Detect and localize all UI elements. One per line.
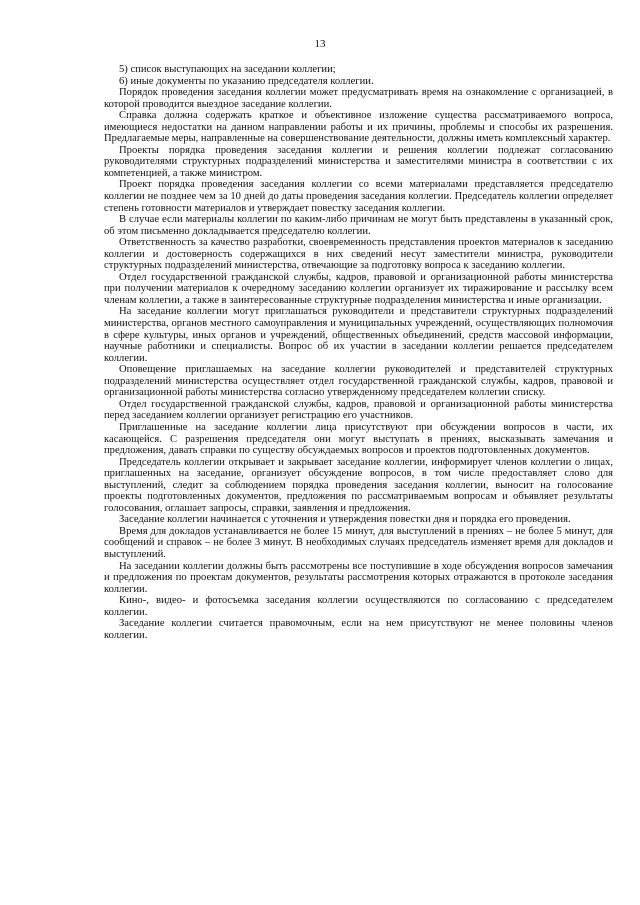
paragraph: Время для докладов устанавливается не более 15 минут, для выступлений в прениях – не более 5 минут, для сообщений и справок – не более 3 минут. В необходимых случаях председатель изменяет время для докладов и выступлений. [104,525,613,560]
paragraph: Председатель коллегии открывает и закрывает заседание коллегии, информирует членов коллегии о лицах, приглашенных на заседание, организует обсуждение вопросов, в том числе предоставляет слово для выступлений, следит за соблюдением порядка проведения заседания коллегии, выносит на голосование проекты подготовленных документов, предложения по рассматриваемым вопросам и объявляет результаты голосования, оглашает запросы, справки, заявления и предложения. [104,456,613,514]
paragraph: Кино-, видео- и фотосъемка заседания коллегии осуществляются по согласованию с председателем коллегии. [104,595,613,618]
paragraph: На заседании коллегии должны быть рассмотрены все поступившие в ходе обсуждения вопросов замечания и предложения по проектам документов, результаты рассмотрения которых отражаются в протоколе заседания коллегии. [104,560,613,595]
paragraph: Заседание коллегии считается правомочным, если на нем присутствуют не менее половины членов коллегии. [104,618,613,641]
page-number: 13 [314,38,326,50]
paragraph: Отдел государственной гражданской службы, кадров, правовой и организационной работы министерства перед заседанием коллегии организует регистрацию его участников. [104,398,613,422]
paragraph: Проект порядка проведения заседания коллегии со всеми материалами представляется председателю коллегии не позднее чем за 10 дней до даты проведения заседания коллегии. Председатель коллегии определяет степень готовности материалов и утверждает повестку заседания коллегии. [104,179,613,214]
paragraph: Оповещение приглашаемых на заседание коллегии руководителей и представителей структурных подразделений министерства осуществляет отдел государственной гражданской службы, кадров, правовой и организационной работы министерства согласно утвержденному председателем коллегии списку. [104,364,613,399]
paragraph: Отдел государственной гражданской службы, кадров, правовой и организационной работы министерства при получении материалов к очередному заседанию коллегии организует их тиражирование и рассылку всем членам коллегии, а также в заинтересованные структурные подразделения министерства и иные организации. [104,271,613,306]
paragraph: Порядок проведения заседания коллегии может предусматривать время на ознакомление с организацией, в которой проводится выездное заседание коллегии. [104,87,613,110]
paragraph: В случае если материалы коллегии по каким-либо причинам не могут быть представлены в указанный срок, об этом письменно докладывается председателю коллегии. [104,214,613,237]
paragraph: На заседание коллегии могут приглашаться руководители и представители структурных подразделений министерства, органов местного самоуправления и муниципальных учреждений, осуществляющих полномочия в сфере культуры, иных органов и учреждений, общественных объединений, средств массовой информации, научные работники и специалисты. Вопрос об их участии в заседании коллегии решается председателем коллегии. [104,306,613,364]
paragraph: Ответственность за качество разработки, своевременность представления проектов материалов к заседанию коллегии и достоверность содержащихся в них сведений несут заместители министра, руководители структурных подразделений министерства, отвечающие за подготовку вопроса к заседанию коллегии. [104,237,613,272]
paragraph: Проекты порядка проведения заседания коллегии и решения коллегии подлежат согласованию руководителями структурных подразделений министерства и заместителями министра в соответствии с их компетенцией, а также министром. [104,144,613,179]
list-item-other-documents: 6) иные документы по указанию председателя коллегии. [119,75,374,87]
paragraph: Приглашенные на заседание коллегии лица присутствуют при обсуждении вопросов в части, их касающейся. С разрешения председателя они могут выступать в прениях, высказывать замечания и предложения, давать справки по существу обсуждаемых вопросов и проектов подготовленных документов. [104,421,613,457]
list-item-speakers: 5) список выступающих на заседании коллегии; [119,64,336,75]
paragraph: Справка должна содержать краткое и объективное изложение существа рассматриваемого вопроса, имеющиеся недостатки на данном направлении работы и их причины, проблемы и способы их разрешения. Предлагаемые меры, направленные на совершенствование деятельности, должны иметь комплексный характер. [104,110,613,145]
paragraph: Заседание коллегии начинается с уточнения и утверждения повестки дня и порядка его проведения. [119,514,571,526]
document-body [104,64,613,641]
